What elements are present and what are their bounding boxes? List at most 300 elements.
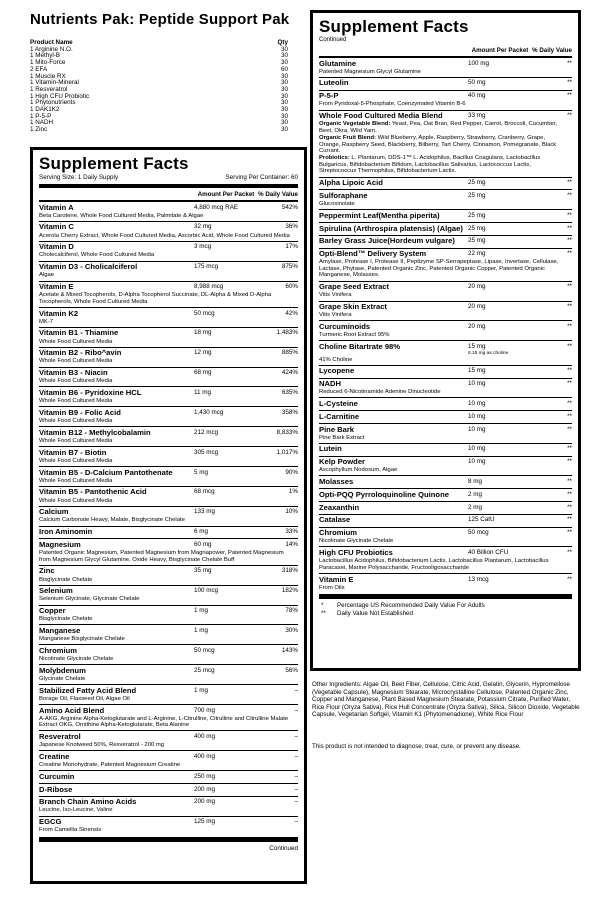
nutrient-amount: 50 mcg <box>194 646 215 654</box>
nutrient-name: Stabilized Fatty Acid Blend <box>39 685 137 695</box>
nutrient-amount: 700 mg <box>194 706 216 714</box>
col-daily-value: % Daily Value <box>258 191 298 198</box>
nutrient-sub-ingredients: Reduced 6-Nicotinamide Adenine Dinucleotide <box>319 389 441 396</box>
nutrient-daily-value: ** <box>567 412 572 420</box>
footnote <box>321 602 572 610</box>
nutrient-row <box>39 705 298 731</box>
nutrient-sub-ingredients: Patented Organic Magnesium, Patented Magnesium from Magnapower, Patented Magnesium from Magnesium Glycyl Glutamine, Oxide Heavy, Bisglycinate Chelate Buff <box>39 550 284 563</box>
nutrient-name: Glutamine <box>319 58 357 68</box>
nutrient-row <box>39 222 298 242</box>
nutrient-name: Manganese <box>39 626 81 636</box>
product-name: 1 P-5-P <box>30 112 52 120</box>
product-name: 1 Vitamin-Mineral <box>30 79 79 87</box>
nutrient-sub-ingredients: Algae <box>39 272 55 279</box>
nutrient-row <box>319 111 572 178</box>
nutrient-row <box>319 282 572 302</box>
nutrient-sub-ingredients: Glycinate Chelate <box>39 675 86 682</box>
nutrient-name: Grape Seed Extract <box>319 282 390 292</box>
nutrient-daily-value: ** <box>567 529 572 537</box>
nutrient-amount: 20 mg <box>468 303 486 311</box>
panel-left-column-headers <box>39 188 298 202</box>
nutrient-name: Zeaxanthin <box>319 502 360 512</box>
nutrient-name: Whole Food Cultured Media Blend <box>319 111 443 121</box>
nutrient-sub-blend: Probiotics: L. Plantarum, DDS-1™ L. Acidophilus, Bacillus Coagulans, Lactobacillus Bulgaricus, Bifidobacterium Bifidum, Lactobacillus Salivarius, Lactococcus Lactis, Streptococcus Thermophilus, Bifidobacterium Lactis. <box>319 155 541 175</box>
nutrient-name: Vitamin D3 - Cholicalciferol <box>39 262 138 272</box>
nutrient-daily-value: 424% <box>281 369 298 377</box>
nutrient-amount: 11 mg <box>194 389 212 397</box>
nutrient-sub-ingredients: Creatine Monohydrate, Patented Magnesium Creatine <box>39 762 181 768</box>
nutrient-name: Branch Chain Amino Acids <box>39 797 137 807</box>
nutrient-name: High CFU Probiotics <box>319 548 393 558</box>
nutrient-amount: 4,880 mcg RAE <box>194 203 239 211</box>
nutrient-sub-ingredients: Whole Food Cultured Media <box>39 418 113 425</box>
nutrient-amount: 10 mg <box>468 412 486 420</box>
nutrient-amount: 25 mg <box>468 237 486 245</box>
nutrient-amount: 13 mcg <box>468 575 489 583</box>
nutrient-daily-value: 42% <box>285 309 298 317</box>
nutrient-name: Iron Aminomin <box>39 527 93 537</box>
nutrient-row <box>39 645 298 665</box>
nutrient-sub-ingredients: From Oils <box>319 584 345 591</box>
nutrient-amount: 15 mg 6.15 mg as choline <box>468 343 532 356</box>
serving-size: Serving Size: 1 Daily Supply <box>39 174 119 181</box>
nutrient-daily-value: ** <box>567 92 572 100</box>
nutrient-amount: 6 mg <box>194 528 208 536</box>
nutrient-name: Vitamin B1 - Thiamine <box>39 328 119 338</box>
nutrient-amount: 5 mg <box>194 468 208 476</box>
nutrient-daily-value: 36% <box>285 223 298 231</box>
product-name: 1 Arginine N.O. <box>30 45 73 53</box>
nutrient-daily-value: – <box>294 798 298 806</box>
nutrient-sub-ingredients: Whole Food Cultured Media <box>39 497 113 504</box>
nutrient-amount: 1,430 mcg <box>194 408 224 416</box>
nutrient-name: Curcumin <box>39 771 75 781</box>
nutrient-amount: 25 mg <box>468 179 486 187</box>
nutrient-row <box>39 507 298 527</box>
nutrient-name: Chromium <box>39 645 77 655</box>
nutrient-row <box>39 784 298 797</box>
product-qty: 30 <box>280 106 288 114</box>
product-list-item <box>30 67 288 74</box>
nutrient-row <box>319 515 572 528</box>
nutrient-row <box>319 321 572 341</box>
nutrient-rows-left <box>39 202 298 836</box>
nutrient-name: Spirulina (Arthrospira platensis) (Algae) <box>319 223 463 233</box>
nutrient-daily-value: – <box>294 686 298 694</box>
panel-right-subtitle: Continued <box>319 37 347 43</box>
nutrient-name: Calcium <box>39 507 69 517</box>
nutrient-sub-ingredients: Whole Food Cultured Media <box>39 338 113 345</box>
nutrient-name: Opti-PQQ Pyrroloquinoline Quinone <box>319 489 449 499</box>
nutrient-sub-ingredients: Manganese Bisglycinate Chelate <box>39 636 125 643</box>
nutrient-row <box>319 178 572 191</box>
nutrient-row <box>319 236 572 249</box>
product-qty: 30 <box>280 119 288 127</box>
nutrient-amount: 250 mg <box>194 772 216 780</box>
nutrient-amount: 68 mcg <box>194 488 215 496</box>
nutrient-row <box>39 566 298 586</box>
product-qty: 30 <box>280 59 288 67</box>
nutrient-daily-value: 1,483% <box>276 329 298 337</box>
nutrient-name: Zinc <box>39 566 55 576</box>
product-list <box>30 40 288 134</box>
nutrient-row <box>319 223 572 236</box>
nutrient-daily-value: ** <box>567 179 572 187</box>
product-qty: 30 <box>280 92 288 100</box>
nutrient-row <box>319 502 572 515</box>
product-list-item <box>30 120 288 127</box>
product-list-item <box>30 100 288 107</box>
nutrient-amount: 1 mg <box>194 627 208 635</box>
product-name: 1 Mito-Force <box>30 59 66 67</box>
nutrient-daily-value: ** <box>567 342 572 350</box>
nutrient-amount: 25 mg <box>468 211 486 219</box>
nutrient-name: NADH <box>319 379 341 389</box>
nutrient-row <box>39 308 298 328</box>
nutrient-sub-ingredients: Whole Food Cultured Media <box>39 398 113 405</box>
continued-note: Continued <box>269 844 298 852</box>
nutrient-row <box>39 731 298 751</box>
nutrient-name: Vitamin B7 - Biotin <box>39 447 107 457</box>
nutrient-daily-value: 90% <box>285 468 298 476</box>
product-list-item <box>30 80 288 87</box>
nutrient-amount: 50 mcg <box>194 309 215 317</box>
nutrient-amount: 8,988 mcg <box>194 283 224 291</box>
nutrient-amount: 40 Billion CFU <box>468 549 509 557</box>
nutrient-amount: 1 mg <box>194 686 208 694</box>
nutrient-name: Amino Acid Blend <box>39 705 105 715</box>
nutrient-amount-note: 6.15 mg as choline <box>468 350 509 356</box>
nutrient-name: Grape Skin Extract <box>319 302 387 312</box>
nutrient-daily-value: ** <box>567 112 572 120</box>
nutrient-daily-value: ** <box>567 367 572 375</box>
nutrient-name: Pine Bark <box>319 424 355 434</box>
nutrient-row <box>39 586 298 606</box>
nutrient-amount: 200 mg <box>194 798 216 806</box>
footnotes <box>319 599 572 619</box>
nutrient-daily-value: 182% <box>281 587 298 595</box>
nutrient-row <box>319 210 572 223</box>
nutrient-name: Vitamin B2 - Ribo^avin <box>39 348 122 358</box>
nutrient-row <box>39 527 298 540</box>
nutrient-row <box>39 539 298 565</box>
nutrient-sub-ingredients: Bisglycinate Chelate <box>39 616 93 623</box>
other-ingredients: Other Ingredients: Algae Oil, Beet Fiber, Cellulose, Citric Acid, Gelatin, Glycerin, Hypromellose (Vegetable Capsule), Magnesium Stearate, Microcrystalline Cellulose, Patented Organic Zinc, Copper and Manganese, Plant Based Magnesium Stearate, Potassium Citrate, Purified Water, Rice Flour (Oryza Sativa), Rice Hull Concentrate (Oryza Sativa), Silica, Silicon Dioxide, Vegetable Capsule, Vegetarian Softgel, Vitamin K1 (Phytomenadione), White Rice Flour <box>312 681 580 719</box>
nutrient-daily-value: ** <box>567 283 572 291</box>
nutrient-amount: 68 mg <box>194 369 212 377</box>
nutrient-row <box>39 625 298 645</box>
nutrient-name: Copper <box>39 606 66 616</box>
nutrient-daily-value: 885% <box>281 349 298 357</box>
nutrient-name: Peppermint Leaf(Mentha piperita) <box>319 210 440 220</box>
nutrient-daily-value: ** <box>567 79 572 87</box>
product-name: 2 EFA <box>30 65 48 73</box>
nutrient-amount: 32 mg <box>194 223 212 231</box>
product-qty: 30 <box>280 99 288 107</box>
product-list-item <box>30 47 288 54</box>
nutrient-name: Vitamin K2 <box>39 308 79 318</box>
nutrient-name: Creatine <box>39 751 70 761</box>
nutrient-amount: 22 mg <box>468 250 486 258</box>
nutrient-row <box>39 348 298 368</box>
product-name: 1 DAK1K2 <box>30 106 60 114</box>
nutrient-amount: 40 mg <box>468 92 486 100</box>
nutrient-sub-ingredients: Vitis Vinifera <box>319 292 352 299</box>
nutrient-name: Barley Grass Juice(Hordeum vulgare) <box>319 236 455 246</box>
nutrient-row <box>39 447 298 467</box>
nutrient-amount: 10 mg <box>468 458 486 466</box>
nutrient-row <box>39 665 298 685</box>
footnote-marker: ** <box>321 610 326 618</box>
supplement-facts-panel-right <box>310 10 581 671</box>
nutrient-daily-value: ** <box>567 211 572 219</box>
product-list-item <box>30 107 288 114</box>
nutrient-name: L-Cysteine <box>319 398 358 408</box>
product-list-items <box>30 47 288 134</box>
nutrient-daily-value: 1,017% <box>276 448 298 456</box>
nutrient-daily-value: 78% <box>285 607 298 615</box>
nutrient-amount: 35 mg <box>194 567 212 575</box>
nutrient-name: Vitamin C <box>39 222 74 232</box>
product-qty: 30 <box>280 72 288 80</box>
nutrient-name: Vitamin B5 - D-Calcium Pantothenate <box>39 467 173 477</box>
nutrient-daily-value: 8,833% <box>276 428 298 436</box>
nutrient-name: Luteolin <box>319 78 349 88</box>
nutrient-sub-ingredients: Whole Food Cultured Media <box>39 358 113 365</box>
nutrient-sub-ingredients: Amylase, Protease I, Protease II, Peptizyme SP-Serrapeptase, Lipase, Invertase, Cellulase, Lactase, Phytase, Patented Organic Zinc, Patented Organic Copper, Patented Organic Manganese, Molasses. <box>319 259 559 279</box>
nutrient-daily-value: – <box>294 752 298 760</box>
product-name: 1 Resveratrol <box>30 85 68 93</box>
product-name: 1 Muscle RX <box>30 72 66 80</box>
nutrient-name: Resveratrol <box>39 732 81 742</box>
nutrient-row <box>39 606 298 626</box>
page-title: Nutrients Pak: Peptide Support Pak <box>30 11 290 28</box>
nutrient-amount: 125 CatU <box>468 516 495 524</box>
col-daily-value: % Daily Value <box>532 47 572 54</box>
serving-info-row <box>39 173 298 184</box>
nutrient-name: Vitamin A <box>39 202 74 212</box>
nutrient-row <box>319 574 572 593</box>
product-name: 1 High CFU Probiotic <box>30 92 90 100</box>
nutrient-amount: 18 mg <box>194 329 212 337</box>
nutrient-daily-value: ** <box>567 303 572 311</box>
nutrient-daily-value: – <box>294 733 298 741</box>
supplement-facts-panel-left <box>30 147 307 884</box>
nutrient-row <box>39 242 298 262</box>
nutrient-daily-value: ** <box>567 399 572 407</box>
nutrient-daily-value: 17% <box>285 243 298 251</box>
nutrient-daily-value: ** <box>567 59 572 67</box>
nutrient-daily-value: – <box>294 785 298 793</box>
nutrient-amount: 50 mg <box>468 79 486 87</box>
nutrient-daily-value: 542% <box>281 203 298 211</box>
nutrient-row <box>39 282 298 308</box>
nutrient-name: L-Carnitine <box>319 411 360 421</box>
nutrient-row <box>319 411 572 424</box>
nutrient-row <box>39 368 298 388</box>
nutrient-daily-value: – <box>294 706 298 714</box>
nutrient-amount: 2 mg <box>468 490 482 498</box>
nutrient-name: EGCG <box>39 817 62 827</box>
nutrient-amount: 20 mg <box>468 283 486 291</box>
nutrient-amount: 33 mg <box>468 112 486 120</box>
nutrient-row <box>319 91 572 111</box>
nutrient-row <box>39 262 298 282</box>
nutrient-row <box>319 190 572 210</box>
nutrient-sub-ingredients: From Camellia Sinensis <box>39 827 102 834</box>
footnote-text: Percentage US Recommended Daily Value For Adults <box>337 601 485 609</box>
nutrient-amount: 20 mg <box>468 322 486 330</box>
nutrient-name: Vitamin B5 - Pantothenic Acid <box>39 487 147 497</box>
nutrient-daily-value: 14% <box>285 540 298 548</box>
nutrient-name: Lutein <box>319 444 342 454</box>
nutrient-row <box>319 489 572 502</box>
nutrient-amount: 305 mcg <box>194 448 219 456</box>
product-name: 1 Zinc <box>30 126 48 134</box>
nutrient-name: Alpha Lipoic Acid <box>319 178 383 188</box>
nutrient-sub-ingredients: Patented Magnesium Glycyl Glutamine <box>319 68 421 75</box>
nutrient-sub-blend: Organic Fruit Blend: Wild Blueberry, Apple, Raspberry, Strawberry, Cranberry, Grape, Orange, Raspberry Seed, Blackberry, Bilberry, Tart Cherry, Cinnamon, Pomegranate, Black Currant. <box>319 134 557 155</box>
nutrient-row <box>39 751 298 771</box>
nutrient-daily-value: 143% <box>281 646 298 654</box>
nutrient-amount: 10 mg <box>468 399 486 407</box>
nutrient-amount: 10 mg <box>468 425 486 433</box>
nutrient-amount: 400 mg <box>194 733 216 741</box>
nutrient-row <box>319 424 572 444</box>
nutrient-row <box>319 249 572 282</box>
nutrient-row <box>319 457 572 477</box>
nutrient-sub-ingredients: A-AKG, Arginine Alpha-Ketoglutarate and L-Arginine, L-Citrulline, Citrulline and Citrulline Malate Extract OKG, Ornithine Alpha-Ketoglutarate, Beta Alanine <box>39 715 289 729</box>
nutrient-daily-value: 875% <box>281 263 298 271</box>
nutrient-row <box>39 407 298 427</box>
nutrient-rows-right <box>319 58 572 593</box>
nutrient-sub-ingredients: Acetate & Mixed Tocopherols, D-Alpha Tocopherol Succinate, DL-Alpha & Mixed D-Alpha Tocopherols, Whole Food Cultured Media <box>39 292 272 305</box>
nutrient-sub-ingredients: Pine Bark Extract <box>319 434 365 441</box>
nutrient-daily-value: ** <box>567 478 572 486</box>
nutrient-daily-value: 1% <box>288 488 298 496</box>
nutrient-sub-ingredients: MK-7 <box>39 318 54 325</box>
nutrient-sub-ingredients: Ascophyllum Nodosum, Algae <box>319 467 398 474</box>
product-qty: 30 <box>280 112 288 120</box>
nutrient-daily-value: 60% <box>285 283 298 291</box>
nutrient-daily-value: 358% <box>281 408 298 416</box>
nutrient-name: Magnesium <box>39 539 81 549</box>
nutrient-row <box>39 685 298 705</box>
nutrient-sub-ingredients: Calcium Carbonate Heavy, Malate, Bisglycinate Chelate <box>39 517 185 524</box>
nutrient-daily-value: 10% <box>285 508 298 516</box>
nutrient-daily-value: ** <box>567 549 572 557</box>
nutrient-daily-value: ** <box>567 458 572 466</box>
nutrient-daily-value: ** <box>567 380 572 388</box>
nutrient-daily-value: ** <box>567 490 572 498</box>
nutrient-amount: 2 mg <box>468 503 482 511</box>
nutrient-name: Choline Bitartrate 98% <box>319 341 401 351</box>
panel-left-title: Supplement Facts <box>39 154 189 173</box>
nutrient-amount: 212 mcg <box>194 428 219 436</box>
nutrient-row <box>319 547 572 573</box>
nutrient-name: Vitamin B12 - Methylcobalamin <box>39 427 151 437</box>
nutrient-daily-value: ** <box>567 322 572 330</box>
nutrient-row <box>39 817 298 836</box>
nutrient-sub-ingredients: Nicotinate Glycinate Chelate <box>39 656 114 663</box>
nutrient-sub-ingredients: 41% Choline <box>319 356 353 363</box>
product-name-header: Product Name <box>30 39 73 46</box>
product-name: 1 NADH <box>30 119 54 127</box>
nutrient-name: Vitamin E <box>319 574 354 584</box>
product-qty: 30 <box>280 45 288 53</box>
serving-per-container: Serving Per Container: 60 <box>225 174 298 181</box>
nutrient-amount: 3 mcg <box>194 243 212 251</box>
product-qty: 30 <box>280 126 288 134</box>
product-qty: 60 <box>280 65 288 73</box>
product-qty: 30 <box>280 85 288 93</box>
nutrient-sub-blend: Organic Vegetable Blend: Yeast, Pea, Oat Bran, Red Pepper, Carrot, Broccoli, Cucumber, Beet, Okra, Wild Yam. <box>319 121 558 134</box>
nutrient-amount: 12 mg <box>194 349 212 357</box>
nutrient-daily-value: ** <box>567 503 572 511</box>
nutrient-daily-value: 30% <box>285 627 298 635</box>
nutrient-sub-ingredients: Whole Food Cultured Media <box>39 437 113 444</box>
nutrient-daily-value: ** <box>567 250 572 258</box>
nutrient-name: Catalase <box>319 515 351 525</box>
nutrient-amount: 25 mcg <box>194 666 215 674</box>
col-amount-per-packet: Amount Per Packet <box>471 47 529 54</box>
nutrient-name: Opti-Blend™ Delivery System <box>319 249 427 259</box>
col-amount-per-packet: Amount Per Packet <box>197 191 255 198</box>
nutrient-row <box>39 797 298 817</box>
nutrient-amount: 100 mg <box>468 59 490 67</box>
nutrient-row <box>319 341 572 365</box>
nutrient-amount: 133 mg <box>194 508 216 516</box>
nutrient-daily-value: ** <box>567 425 572 433</box>
nutrient-daily-value: – <box>294 772 298 780</box>
nutrient-row <box>39 202 298 222</box>
nutrient-daily-value: 33% <box>285 528 298 536</box>
product-qty: 30 <box>280 79 288 87</box>
nutrient-sub-ingredients: Borage Oil, Flaxseed Oil, Algae Oil <box>39 695 130 702</box>
nutrient-name: Selenium <box>39 586 73 596</box>
nutrient-amount: 50 mcg <box>468 529 489 537</box>
nutrient-sub-ingredients: Nicotinate Glycinate Chelate <box>319 538 394 545</box>
nutrient-amount: 25 mg <box>468 191 486 199</box>
footnote-text: Daily Value Not Established <box>337 610 413 618</box>
product-name: 1 Phytonutrients <box>30 99 76 107</box>
nutrient-name: Molybdenum <box>39 665 86 675</box>
nutrient-daily-value: ** <box>567 575 572 583</box>
product-list-item <box>30 60 288 67</box>
nutrient-sub-ingredients: Bisglycinate Chelate <box>39 576 93 583</box>
nutrient-amount: 15 mg <box>468 367 486 375</box>
disclaimer: This product is not intended to diagnose, treat, cure, or prevent any disease. <box>312 743 521 750</box>
nutrient-row <box>319 444 572 457</box>
product-list-item <box>30 53 288 60</box>
nutrient-sub-ingredients: Lactobacillus Acidophilus, Bifidobacterium Lactis, Lactobacillus Plantarum, Lactobacillus Paracasei, Marine Polysaccharide, Fructooligosaccharide <box>319 558 549 571</box>
nutrient-amount: 25 mg <box>468 224 486 232</box>
nutrient-name: Vitamin D <box>39 242 74 252</box>
nutrient-row <box>39 487 298 507</box>
nutrient-daily-value: 635% <box>281 389 298 397</box>
nutrient-sub-ingredients: Vitis Vinifera <box>319 312 352 319</box>
nutrient-daily-value: – <box>294 818 298 826</box>
nutrient-sub-ingredients: Glucosinolate <box>319 201 355 208</box>
product-qty: 30 <box>280 52 288 60</box>
panel-right-title: Supplement Facts <box>319 17 469 36</box>
product-list-item <box>30 127 288 134</box>
nutrient-row <box>319 398 572 411</box>
nutrient-name: P-5-P <box>319 91 339 101</box>
nutrient-amount: 8 mg <box>468 478 482 486</box>
nutrient-amount: 125 mg <box>194 818 216 826</box>
nutrient-daily-value: ** <box>567 445 572 453</box>
